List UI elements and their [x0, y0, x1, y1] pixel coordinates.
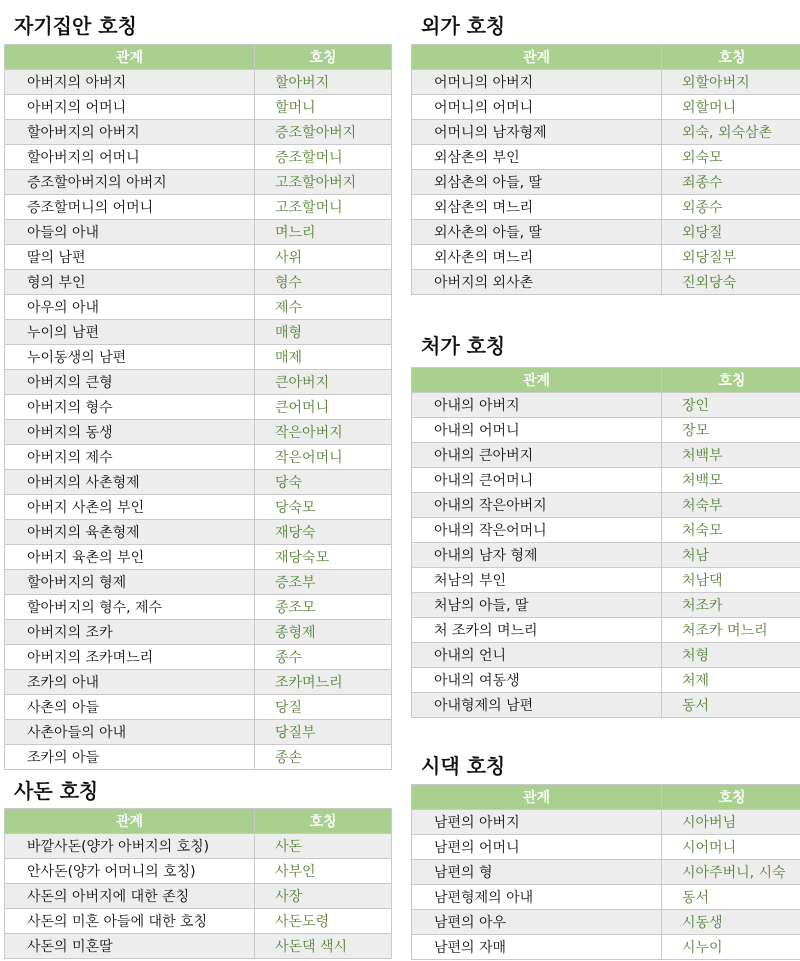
relation-cell: 아내형제의 남편	[412, 693, 662, 718]
relation-cell: 아버지의 제수	[5, 445, 255, 470]
relation-cell: 아버지의 육촌형제	[5, 520, 255, 545]
relation-cell: 할아버지의 어머니	[5, 145, 255, 170]
relation-cell: 아내의 어머니	[412, 418, 662, 443]
table-row	[5, 245, 392, 270]
table-row	[412, 70, 800, 95]
title-cell: 증조할머니	[255, 145, 392, 170]
title-cell: 매형	[255, 320, 392, 345]
in-laws-section	[407, 320, 800, 720]
relation-cell: 조카의 아들	[5, 745, 255, 770]
relation-cell: 아버지의 어머니	[5, 95, 255, 120]
table-row	[5, 620, 392, 645]
relation-cell: 어머니의 어머니	[412, 95, 662, 120]
husband-family-col-relation: 관계	[412, 785, 662, 810]
table-row	[412, 245, 800, 270]
title-cell: 진외당숙	[662, 270, 800, 295]
table-row	[412, 145, 800, 170]
relation-cell: 아내의 남자 형제	[412, 543, 662, 568]
family-section	[0, 0, 400, 770]
title-cell: 처조카 며느리	[662, 618, 800, 643]
relation-cell: 안사돈(양가 어머니의 호칭)	[5, 859, 255, 884]
relation-cell: 아내의 작은어머니	[412, 518, 662, 543]
table-row	[412, 170, 800, 195]
title-cell: 시어머니	[662, 835, 800, 860]
title-cell: 사장	[255, 884, 392, 909]
title-cell: 고조할머니	[255, 195, 392, 220]
table-row	[5, 909, 392, 934]
title-cell: 형수	[255, 270, 392, 295]
title-cell: 처백모	[662, 468, 800, 493]
in-laws-table	[411, 367, 800, 718]
family-col-title: 호칭	[255, 45, 392, 70]
table-row	[5, 570, 392, 595]
relation-cell: 외삼촌의 부인	[412, 145, 662, 170]
title-cell: 할아버지	[255, 70, 392, 95]
relation-cell: 아버지의 형수	[5, 395, 255, 420]
relation-cell: 아버지의 사촌형제	[5, 470, 255, 495]
table-row	[412, 910, 800, 935]
title-cell: 당숙모	[255, 495, 392, 520]
table-row	[5, 934, 392, 959]
table-row	[412, 693, 800, 718]
relation-cell: 외삼촌의 아들, 딸	[412, 170, 662, 195]
title-cell: 종형제	[255, 620, 392, 645]
title-cell: 동서	[662, 693, 800, 718]
table-row	[412, 935, 800, 960]
table-row	[412, 468, 800, 493]
relation-cell: 아내의 아버지	[412, 393, 662, 418]
title-cell: 처남	[662, 543, 800, 568]
maternal-section	[407, 0, 800, 300]
relation-cell: 아버지 사촌의 부인	[5, 495, 255, 520]
relation-cell: 할아버지의 아버지	[5, 120, 255, 145]
table-row	[5, 695, 392, 720]
family-col-relation: 관계	[5, 45, 255, 70]
table-row	[5, 645, 392, 670]
sadon-heading: 사돈 호칭	[14, 779, 99, 803]
title-cell: 장인	[662, 393, 800, 418]
title-cell: 외할아버지	[662, 70, 800, 95]
husband-family-table	[411, 784, 800, 960]
table-row	[5, 195, 392, 220]
table-row	[5, 720, 392, 745]
relation-cell: 어머니의 남자형제	[412, 120, 662, 145]
table-row	[5, 595, 392, 620]
relation-cell: 아버지의 동생	[5, 420, 255, 445]
title-cell: 증조부	[255, 570, 392, 595]
table-row	[412, 393, 800, 418]
relation-cell: 아버지의 조카며느리	[5, 645, 255, 670]
table-row	[412, 618, 800, 643]
title-cell: 시아버님	[662, 810, 800, 835]
title-cell: 당질부	[255, 720, 392, 745]
relation-cell: 사촌의 아들	[5, 695, 255, 720]
in-laws-col-title: 호칭	[662, 368, 800, 393]
title-cell: 사위	[255, 245, 392, 270]
table-row	[412, 120, 800, 145]
relation-cell: 아버지 육촌의 부인	[5, 545, 255, 570]
title-cell: 큰어머니	[255, 395, 392, 420]
family-table	[4, 44, 392, 770]
table-row	[412, 543, 800, 568]
relation-cell: 남편의 어머니	[412, 835, 662, 860]
title-cell: 며느리	[255, 220, 392, 245]
relation-cell: 사돈의 미혼 아들에 대한 호칭	[5, 909, 255, 934]
relation-cell: 조카의 아내	[5, 670, 255, 695]
title-cell: 종손	[255, 745, 392, 770]
title-cell: 처백부	[662, 443, 800, 468]
table-row	[412, 220, 800, 245]
title-cell: 사돈댁 색시	[255, 934, 392, 959]
table-row	[5, 495, 392, 520]
title-cell: 할머니	[255, 95, 392, 120]
title-cell: 처숙모	[662, 518, 800, 543]
title-cell: 당숙	[255, 470, 392, 495]
table-row	[5, 670, 392, 695]
table-row	[5, 520, 392, 545]
family-heading: 자기집안 호칭	[14, 14, 137, 38]
table-row	[5, 859, 392, 884]
title-cell: 처남댁	[662, 568, 800, 593]
title-cell: 조카며느리	[255, 670, 392, 695]
table-row	[5, 370, 392, 395]
title-cell: 재당숙	[255, 520, 392, 545]
relation-cell: 아우의 아내	[5, 295, 255, 320]
table-row	[412, 518, 800, 543]
table-row	[5, 445, 392, 470]
relation-cell: 사촌아들의 아내	[5, 720, 255, 745]
relation-cell: 아내의 여동생	[412, 668, 662, 693]
title-cell: 사부인	[255, 859, 392, 884]
table-row	[5, 884, 392, 909]
title-cell: 외종수	[662, 195, 800, 220]
maternal-heading: 외가 호칭	[421, 14, 506, 38]
relation-cell: 아버지의 아버지	[5, 70, 255, 95]
relation-cell: 사돈의 아버지에 대한 존칭	[5, 884, 255, 909]
title-cell: 처숙부	[662, 493, 800, 518]
relation-cell: 외사촌의 아들, 딸	[412, 220, 662, 245]
relation-cell: 아들의 아내	[5, 220, 255, 245]
sadon-col-relation: 관계	[5, 809, 255, 834]
title-cell: 처제	[662, 668, 800, 693]
title-cell: 장모	[662, 418, 800, 443]
table-row	[412, 643, 800, 668]
table-row	[5, 170, 392, 195]
title-cell: 재당숙모	[255, 545, 392, 570]
title-cell: 당질	[255, 695, 392, 720]
relation-cell: 아내의 큰아버지	[412, 443, 662, 468]
relation-cell: 증조할아버지의 아버지	[5, 170, 255, 195]
table-row	[412, 493, 800, 518]
relation-cell: 바깥사돈(양가 아버지의 호칭)	[5, 834, 255, 859]
relation-cell: 처남의 아들, 딸	[412, 593, 662, 618]
relation-cell: 아내의 작은아버지	[412, 493, 662, 518]
relation-cell: 남편형제의 아내	[412, 885, 662, 910]
title-cell: 죄종수	[662, 170, 800, 195]
relation-cell: 아버지의 외사촌	[412, 270, 662, 295]
table-row	[5, 320, 392, 345]
table-row	[5, 345, 392, 370]
title-cell: 외숙, 외숙삼촌	[662, 120, 800, 145]
relation-cell: 할아버지의 형수, 제수	[5, 595, 255, 620]
title-cell: 시동생	[662, 910, 800, 935]
title-cell: 처조카	[662, 593, 800, 618]
relation-cell: 딸의 남편	[5, 245, 255, 270]
table-row	[412, 568, 800, 593]
title-cell: 큰아버지	[255, 370, 392, 395]
table-row	[5, 745, 392, 770]
relation-cell: 외사촌의 며느리	[412, 245, 662, 270]
husband-family-col-title: 호칭	[662, 785, 800, 810]
relation-cell: 처 조카의 며느리	[412, 618, 662, 643]
title-cell: 외당질	[662, 220, 800, 245]
relation-cell: 할아버지의 형제	[5, 570, 255, 595]
relation-cell: 남편의 아버지	[412, 810, 662, 835]
sadon-col-title: 호칭	[255, 809, 392, 834]
title-cell: 시아주버니, 시숙	[662, 860, 800, 885]
title-cell: 작은아버지	[255, 420, 392, 445]
relation-cell: 아내의 큰어머니	[412, 468, 662, 493]
relation-cell: 사돈의 미혼딸	[5, 934, 255, 959]
title-cell: 외숙모	[662, 145, 800, 170]
title-cell: 사돈	[255, 834, 392, 859]
title-cell: 종수	[255, 645, 392, 670]
sadon-section	[0, 770, 400, 961]
relation-cell: 남편의 형	[412, 860, 662, 885]
relation-cell: 외삼촌의 며느리	[412, 195, 662, 220]
table-row	[412, 668, 800, 693]
table-row	[5, 95, 392, 120]
table-row	[5, 145, 392, 170]
husband-family-section	[407, 740, 800, 961]
title-cell: 동서	[662, 885, 800, 910]
maternal-col-title: 호칭	[662, 45, 800, 70]
title-cell: 매제	[255, 345, 392, 370]
table-row	[412, 195, 800, 220]
table-row	[412, 860, 800, 885]
relation-cell: 남편의 아우	[412, 910, 662, 935]
relation-cell: 남편의 자매	[412, 935, 662, 960]
table-row	[5, 220, 392, 245]
title-cell: 작은어머니	[255, 445, 392, 470]
title-cell: 증조할아버지	[255, 120, 392, 145]
table-row	[5, 120, 392, 145]
title-cell: 고조할아버지	[255, 170, 392, 195]
table-row	[5, 834, 392, 859]
relation-cell: 증조할머니의 어머니	[5, 195, 255, 220]
table-row	[412, 443, 800, 468]
relation-cell: 누이동생의 남편	[5, 345, 255, 370]
table-row	[412, 593, 800, 618]
table-row	[412, 885, 800, 910]
sadon-table	[4, 808, 392, 959]
title-cell: 외할머니	[662, 95, 800, 120]
table-row	[5, 395, 392, 420]
table-row	[412, 95, 800, 120]
title-cell: 종조모	[255, 595, 392, 620]
table-row	[5, 70, 392, 95]
table-row	[5, 470, 392, 495]
title-cell: 사돈도령	[255, 909, 392, 934]
title-cell: 제수	[255, 295, 392, 320]
relation-cell: 누이의 남편	[5, 320, 255, 345]
maternal-col-relation: 관계	[412, 45, 662, 70]
maternal-table	[411, 44, 800, 295]
relation-cell: 어머니의 아버지	[412, 70, 662, 95]
table-row	[5, 420, 392, 445]
table-row	[5, 270, 392, 295]
title-cell: 처형	[662, 643, 800, 668]
in-laws-col-relation: 관계	[412, 368, 662, 393]
table-row	[5, 295, 392, 320]
title-cell: 시누이	[662, 935, 800, 960]
in-laws-heading: 처가 호칭	[421, 334, 506, 358]
relation-cell: 아버지의 큰형	[5, 370, 255, 395]
table-row	[412, 810, 800, 835]
relation-cell: 처남의 부인	[412, 568, 662, 593]
title-cell: 외당질부	[662, 245, 800, 270]
relation-cell: 아내의 언니	[412, 643, 662, 668]
relation-cell: 형의 부인	[5, 270, 255, 295]
relation-cell: 아버지의 조카	[5, 620, 255, 645]
table-row	[5, 545, 392, 570]
table-row	[412, 835, 800, 860]
table-row	[412, 418, 800, 443]
husband-family-heading: 시댁 호칭	[421, 754, 506, 778]
table-row	[412, 270, 800, 295]
